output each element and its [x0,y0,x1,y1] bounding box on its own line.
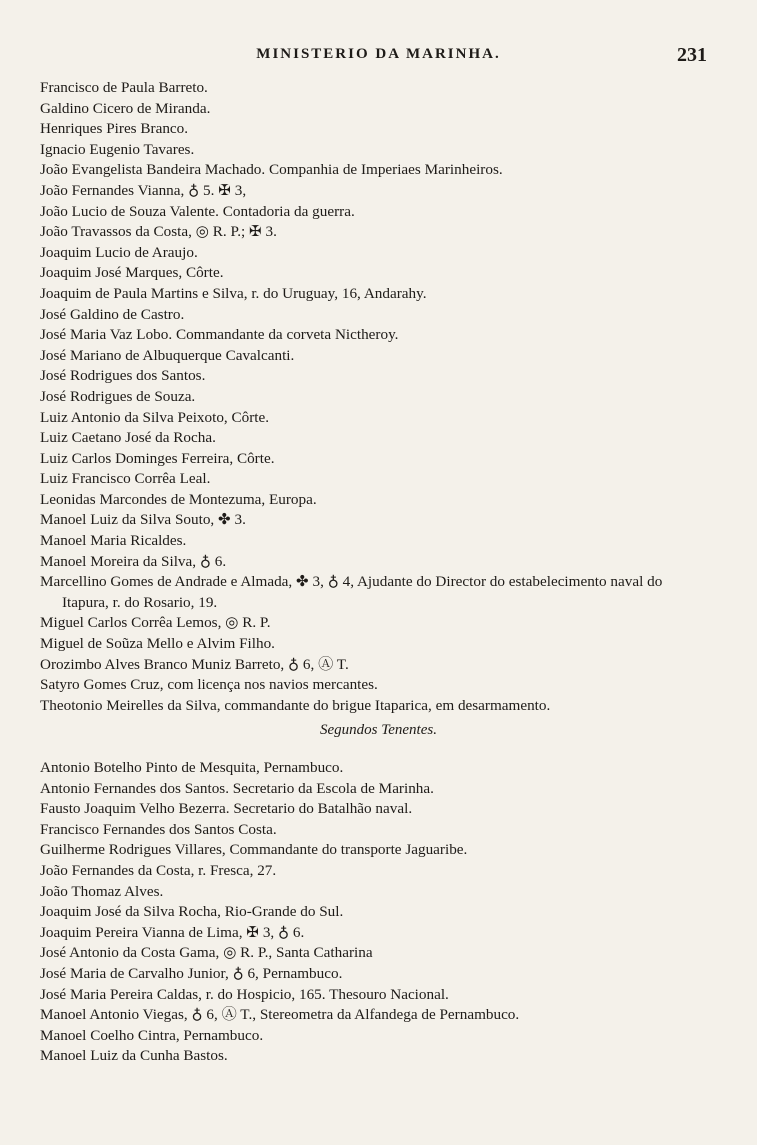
list-item: Antonio Botelho Pinto de Mesquita, Pernambuco. [40,759,344,776]
list-item: João Travassos da Costa, ◎ R. P.; ✠ 3. [40,223,277,241]
officer-list-primeiros [40,78,680,716]
list-item: Manoel Luiz da Silva Souto, ✤ 3. [40,511,246,529]
list-item: José Galdino de Castro. [40,305,185,323]
list-item: José Rodrigues dos Santos. [40,367,206,385]
list-item: José Antonio da Costa Gama, ◎ R. P., Santa Catharina [40,944,373,962]
list-item: João Lucio de Souza Valente. Contadoria da guerra. [40,202,355,220]
list-item: José Maria de Carvalho Junior, ♁ 6, Pernambuco. [40,964,343,982]
list-item: Galdino Cicero de Miranda. [40,99,211,117]
list-item: Manoel Coelho Cintra, Pernambuco. [40,1026,264,1044]
list-item: José Rodrigues de Souza. [40,387,196,405]
section-heading: Segundos Tenentes. [320,722,437,738]
list-item: Leonidas Marcondes de Montezuma, Europa. [40,490,317,508]
page-header [40,44,717,68]
list-item: Marcellino Gomes de Andrade e Almada, ✤ 3, ♁ 4, Ajudante do Director do estabelecimento naval do Itapura, r. do Rosario, 19. [40,573,663,611]
list-item: Antonio Fernandes dos Santos. Secretario da Escola de Marinha. [40,779,434,797]
list-item: Francisco Fernandes dos Santos Costa. [40,820,277,838]
list-item: Ignacio Eugenio Tavares. [40,140,195,158]
list-item: Miguel de Soũza Mello e Alvim Filho. [40,635,275,653]
list-item: Joaquim José Marques, Côrte. [40,264,224,282]
list-item: Orozimbo Alves Branco Muniz Barreto, ♁ 6, Ⓐ T. [40,655,349,673]
page-number: 231 [677,44,707,66]
list-item: João Evangelista Bandeira Machado. Companhia de Imperiaes Marinheiros. [40,161,503,179]
list-item: Joaquim de Paula Martins e Silva, r. do Uruguay, 16, Andarahy. [40,284,427,302]
list-item: João Fernandes da Costa, r. Fresca, 27. [40,861,277,879]
list-item: Joaquim José da Silva Rocha, Rio-Grande do Sul. [40,903,344,921]
list-item: Satyro Gomes Cruz, com licença nos navios mercantes. [40,676,378,694]
list-item: João Thomaz Alves. [40,882,164,900]
list-item: Manoel Antonio Viegas, ♁ 6, Ⓐ T., Stereometra da Alfandega de Pernambuco. [40,1006,520,1024]
list-item: José Maria Pereira Caldas, r. do Hospicio, 165. Thesouro Nacional. [40,985,449,1003]
list-item: Theotonio Meirelles da Silva, commandante do brigue Itaparica, em desarmamento. [40,696,551,714]
list-item: Luiz Antonio da Silva Peixoto, Côrte. [40,408,270,426]
list-item: Francisco de Paula Barreto. [40,79,208,96]
officer-list-segundos [40,758,680,1067]
list-item: Guilherme Rodrigues Villares, Commandante do transporte Jaguaribe. [40,841,468,859]
list-item: Henriques Pires Branco. [40,120,189,138]
list-item: José Maria Vaz Lobo. Commandante da corveta Nictheroy. [40,326,399,344]
list-item: Luiz Caetano José da Rocha. [40,429,216,447]
running-head: MINISTERIO DA MARINHA. [256,46,501,62]
list-item: Luiz Francisco Corrêa Leal. [40,470,211,488]
list-item: Manoel Luiz da Cunha Bastos. [40,1047,228,1065]
list-item: Joaquim Pereira Vianna de Lima, ✠ 3, ♁ 6. [40,923,305,941]
list-item: José Mariano de Albuquerque Cavalcanti. [40,346,295,364]
list-item: Miguel Carlos Corrêa Lemos, ◎ R. P. [40,614,271,632]
list-item: Manoel Maria Ricaldes. [40,532,187,550]
list-item: Joaquim Lucio de Araujo. [40,243,198,261]
list-item: Fausto Joaquim Velho Bezerra. Secretario do Batalhão naval. [40,800,413,818]
list-item: Luiz Carlos Dominges Ferreira, Côrte. [40,449,275,467]
list-item: João Fernandes Vianna, ♁ 5. ✠ 3, [40,181,247,199]
list-item: Manoel Moreira da Silva, ♁ 6. [40,552,227,570]
